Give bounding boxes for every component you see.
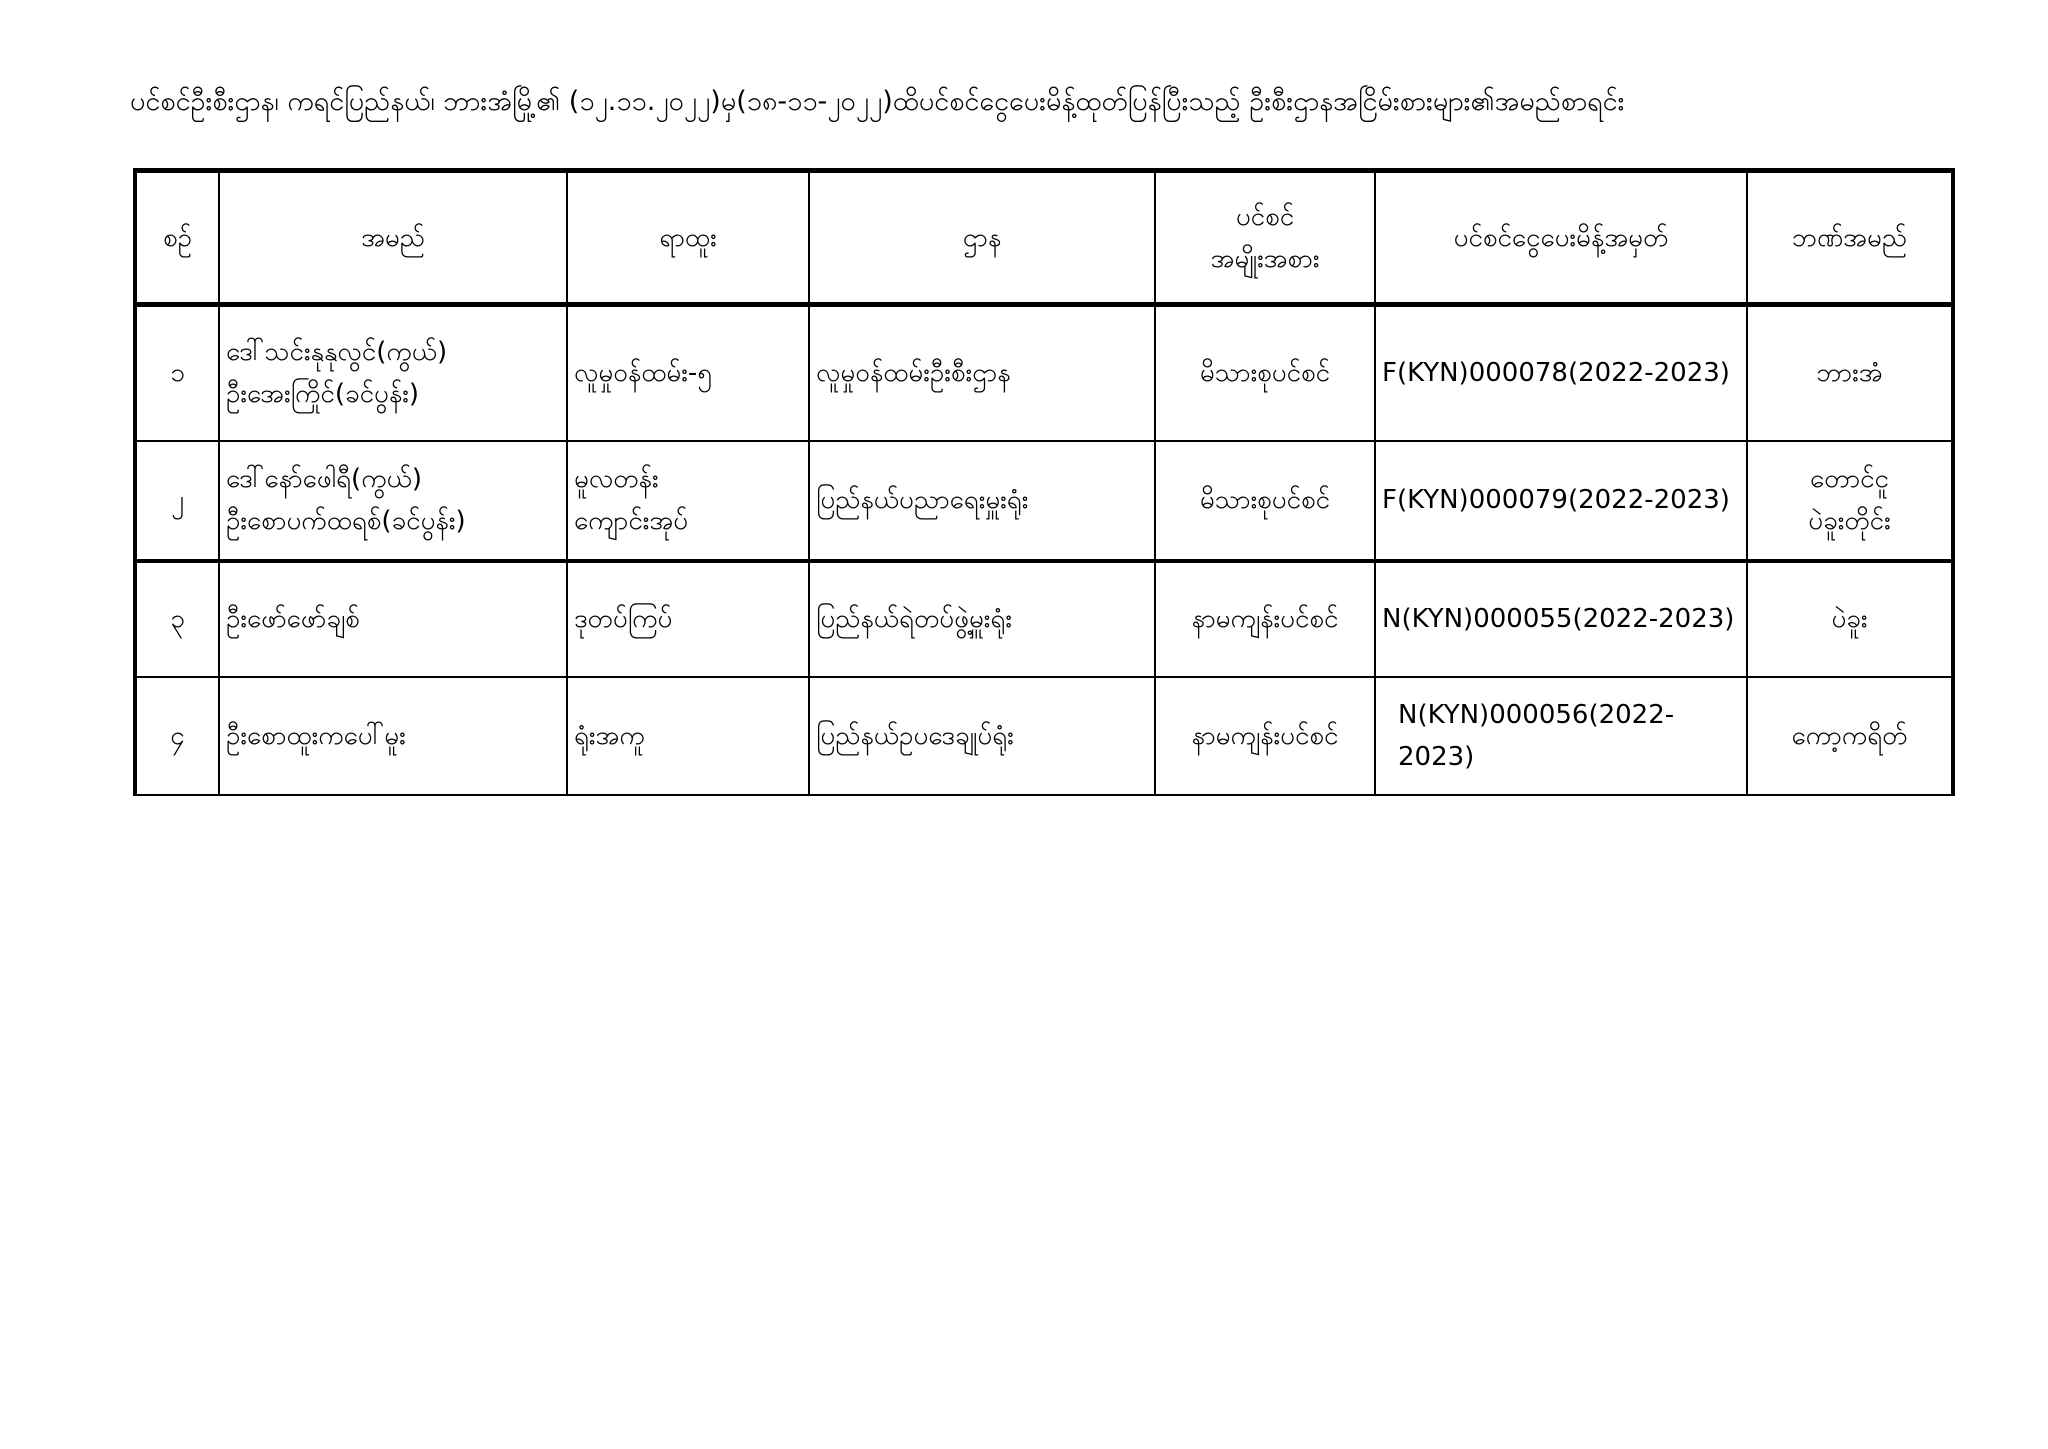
header-pension-type-line2: အမျိုးအစား [1210, 243, 1320, 274]
cell-name [219, 305, 567, 441]
page-title: ပင်စင်ဦးစီးဌာန၊ ကရင်ပြည်နယ်၊ ဘားအံမြို့၏ (၁၂.၁၁.၂၀၂၂)မှ(၁၈-၁၁-၂၀၂၂)ထိပင်စင်ငွေပေးမိန့်ထုတ်ပြန်ပြီးသည့် ဦးစီးဌာနအငြိမ်းစားများ၏အမည်စာရင်း [130, 86, 1625, 117]
cell-bank [1747, 441, 1953, 561]
cell-bank [1747, 677, 1953, 795]
cell-name [219, 677, 567, 795]
cell-order-no: N(KYN)000055(2022-2023) [1375, 561, 1747, 677]
cell-order-no: N(KYN)000056(2022-2023) [1375, 677, 1747, 795]
cell-name-line1: ဦးဖော်ဖော်ချစ် [226, 604, 360, 634]
cell-bank-line1: တောင်ငူ [1810, 464, 1889, 494]
cell-rank [567, 441, 809, 561]
table-header-row [135, 171, 1953, 305]
cell-no: ၃ [135, 561, 219, 677]
cell-name-line2: ဦးအေးကြိုင်(ခင်ပွန်း) [226, 379, 420, 410]
header-pension-type [1155, 171, 1375, 305]
cell-no: ၁ [135, 305, 219, 441]
cell-order-no: F(KYN)000078(2022-2023) [1375, 305, 1747, 441]
cell-rank [567, 305, 809, 441]
cell-rank [567, 561, 809, 677]
cell-bank-line2: ပဲခူးတိုင်း [1808, 506, 1891, 536]
cell-department: ပြည်နယ်ရဲတပ်ဖွဲ့မှူးရုံး [809, 561, 1155, 677]
cell-no: ၄ [135, 677, 219, 795]
cell-pension-type: နာမကျန်းပင်စင် [1155, 561, 1375, 677]
table-row [135, 677, 1953, 795]
header-no: စဉ် [135, 171, 219, 305]
cell-bank-line1: ကော့ကရိတ် [1791, 720, 1908, 751]
cell-rank-line1: ဒုတပ်ကြပ် [574, 604, 673, 634]
cell-bank [1747, 305, 1953, 441]
cell-rank-line2: ကျောင်းအုပ် [574, 506, 689, 536]
cell-name-line2: ဦးစောပက်ထရစ်(ခင်ပွန်း) [226, 506, 466, 536]
cell-name [219, 561, 567, 677]
cell-department: ပြည်နယ်ဥပဒေချုပ်ရုံး [809, 677, 1155, 795]
table-row [135, 441, 1953, 561]
cell-pension-type: မိသားစုပင်စင် [1155, 305, 1375, 441]
cell-bank-line1: ပဲခူး [1831, 604, 1868, 634]
cell-pension-type: နာမကျန်းပင်စင် [1155, 677, 1375, 795]
cell-rank-line1: လူမှုဝန်ထမ်း-၅ [574, 358, 712, 389]
cell-rank-line1: မူလတန်း [574, 464, 659, 494]
table-row [135, 305, 1953, 441]
cell-no: ၂ [135, 441, 219, 561]
cell-department: ပြည်နယ်ပညာရေးမှူးရုံး [809, 441, 1155, 561]
table-row [135, 561, 1953, 677]
header-name: အမည် [219, 171, 567, 305]
pensioners-table [133, 168, 1955, 796]
cell-bank-line1: ဘားအံ [1816, 358, 1883, 389]
cell-name [219, 441, 567, 561]
header-bank: ဘဏ်အမည် [1747, 171, 1953, 305]
header-department: ဌာန [809, 171, 1155, 305]
header-pension-type-line1: ပင်စင် [1235, 201, 1295, 232]
cell-order-no: F(KYN)000079(2022-2023) [1375, 441, 1747, 561]
cell-name-line1: ဒေါ်သင်းနုနုလွင်(ကွယ်) [226, 337, 448, 368]
cell-pension-type: မိသားစုပင်စင် [1155, 441, 1375, 561]
cell-name-line1: ဦးစောထူးကပေါ်မူး [226, 720, 406, 751]
cell-rank [567, 677, 809, 795]
cell-department: လူမှုဝန်ထမ်းဦးစီးဌာန [809, 305, 1155, 441]
header-order-no: ပင်စင်ငွေပေးမိန့်အမှတ် [1375, 171, 1747, 305]
cell-bank [1747, 561, 1953, 677]
header-rank: ရာထူး [567, 171, 809, 305]
cell-name-line1: ဒေါ်နော်ဖေါရီ(ကွယ်) [226, 464, 423, 494]
cell-rank-line1: ရုံးအကူ [574, 720, 645, 751]
